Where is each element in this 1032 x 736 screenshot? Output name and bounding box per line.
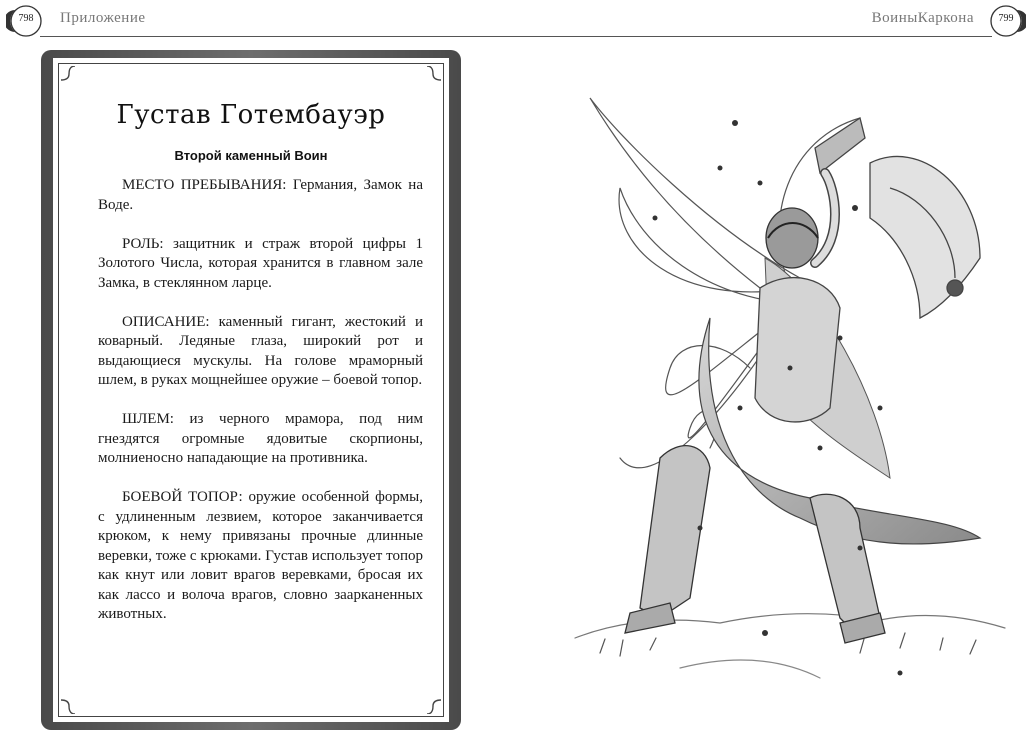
paragraph-helmet: ШЛЕМ: из черного мрамора, под ним гнездятся огромные ядовитые скорпионы, молниеносно нападающие на противника. [98, 411, 423, 466]
corner-ornament-icon [419, 692, 441, 714]
running-title-right: ВоиныКаркона [871, 10, 974, 26]
page-number-left: 798 [18, 13, 34, 24]
running-title-left: Приложение [60, 10, 146, 26]
page-number-right: 799 [998, 13, 1014, 24]
page-number-badge-right [986, 4, 1026, 38]
character-card [41, 50, 461, 730]
running-header [0, 0, 1032, 44]
paragraph-description: ОПИСАНИЕ: каменный гигант, жестокий и коварный. Ледяные глаза, широкий рот и выдающиеся мускулы. На голове мраморный шлем, в руках мощнейшее оружие – боевой топор. [98, 313, 423, 388]
page-number-badge-left [6, 4, 46, 38]
paragraph-battle-axe: БОЕВОЙ ТОПОР: оружие особенной формы, с удлиненным лезвием, которое заканчивается крюком, к нему привязаны прочные длинные веревки, тоже с крюками. Густав использует топор как кнут или ловит врагов веревками, бросая их как лассо и волоча врагов, словно заарканенных животных. [98, 489, 423, 622]
paragraph-role: РОЛЬ: защитник и страж второй цифры 1 Золотого Числа, которая хранится в главном зале Замка, в стеклянном ларце. [98, 235, 423, 291]
card-inner [53, 58, 449, 722]
character-subtitle: Второй каменный Воин [174, 148, 328, 163]
corner-ornament-icon [61, 692, 83, 714]
character-name: Густав Готембауэр [116, 100, 386, 130]
corner-ornament-icon [419, 66, 441, 88]
character-description [98, 176, 423, 644]
corner-ornament-icon [61, 66, 83, 88]
header-rule [40, 36, 992, 37]
warrior-illustration [560, 78, 1010, 718]
paragraph-location: МЕСТО ПРЕБЫВАНИЯ: Германия, Замок на Воде. [98, 177, 423, 213]
